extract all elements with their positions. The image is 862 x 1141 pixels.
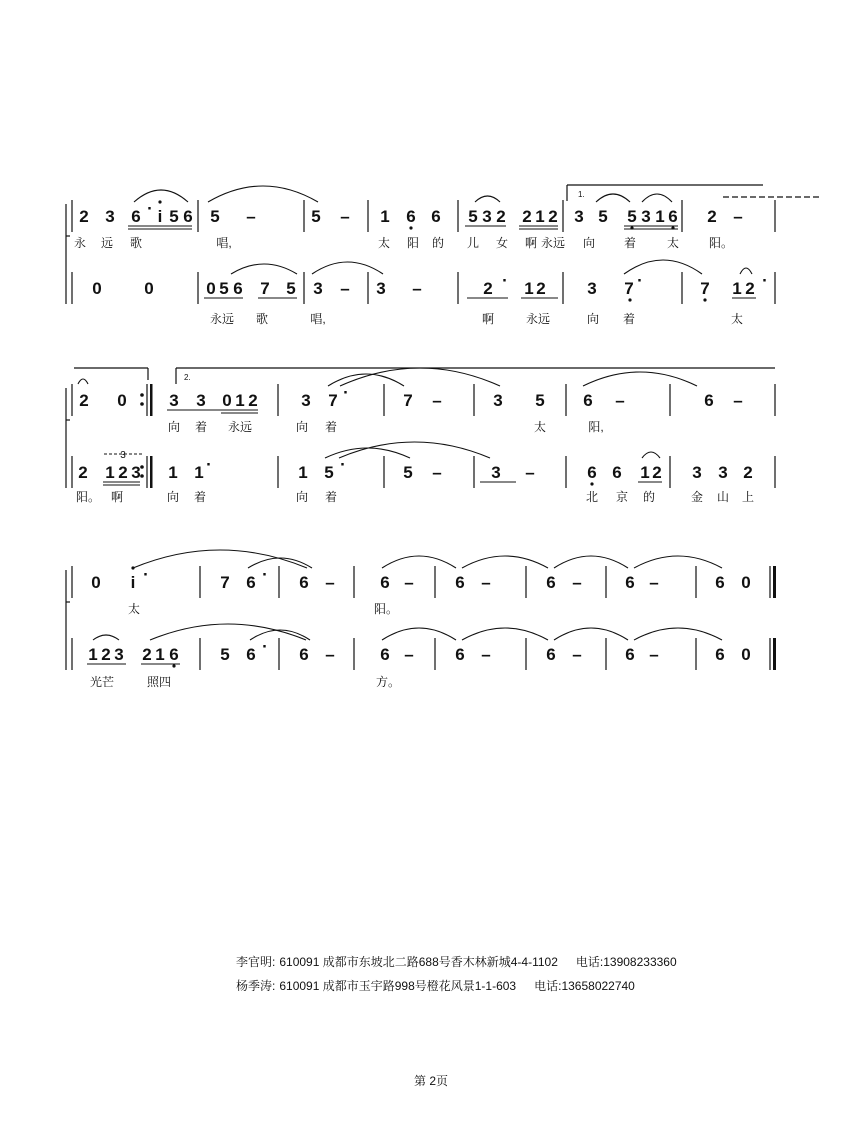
lyric-syllable: 永远 [525, 312, 551, 326]
note: 6 [246, 573, 256, 592]
barline-final-thick [773, 638, 776, 670]
note: i [157, 207, 163, 226]
note: 5 [403, 463, 413, 482]
lyric-syllable: 上 [741, 490, 755, 504]
octave-dot [172, 664, 175, 667]
tie-slur [134, 190, 188, 202]
lyric-syllable: 啊 [524, 236, 538, 250]
lyric-syllable: 山 [716, 490, 730, 504]
note: 5 [219, 279, 229, 298]
tie-slur [150, 624, 306, 640]
sustain-dash: – [481, 573, 491, 592]
octave-dot [671, 226, 674, 229]
lyric-syllable: 啊 [110, 490, 124, 504]
sustain-dash: – [432, 391, 442, 410]
tie-slur [231, 264, 297, 274]
lyric-syllable: 向 [166, 490, 180, 504]
note: 2 [536, 279, 546, 298]
tie-slur [462, 556, 548, 568]
note: 1 [655, 207, 665, 226]
lyric-syllable: 太 [127, 602, 141, 616]
note: 0 [741, 573, 751, 592]
note: 2 [548, 207, 558, 226]
note: 3 [482, 207, 492, 226]
note: 6 [587, 463, 597, 482]
note: 3 [692, 463, 702, 482]
tie-slur [634, 628, 722, 640]
octave-dot [628, 298, 631, 301]
tie-slur [78, 379, 88, 384]
note: 0 [117, 391, 127, 410]
note: 7 [220, 573, 230, 592]
note: 5 [210, 207, 220, 226]
lyric-syllable: 唱, [216, 236, 232, 250]
sustain-dash: – [649, 645, 659, 664]
sustain-dash: – [481, 645, 491, 664]
lyric-syllable: 京 [615, 490, 629, 504]
note: 5 [535, 391, 545, 410]
tie-slur [339, 442, 490, 458]
footer-phone-2: 电话:13658022740 [534, 979, 635, 993]
octave-dot [131, 566, 134, 569]
triplet-number: 3 [120, 450, 126, 461]
footer-address-1: 610091 成都市东坡北二路688号香木林新城4-4-1102 [279, 955, 558, 969]
augmentation-dot: · [340, 455, 346, 474]
lyric-syllable: 向 [295, 490, 309, 504]
sustain-dash: – [412, 279, 422, 298]
lyric-syllable: 向 [167, 420, 181, 434]
lyric-syllable: 永 [73, 236, 87, 250]
augmentation-dot: · [147, 199, 153, 218]
note: 1 [298, 463, 308, 482]
note: 6 [169, 645, 179, 664]
lyric-syllable: 着 [623, 236, 637, 250]
note: 2 [78, 463, 88, 482]
lyric-syllable: 永远 [227, 420, 253, 434]
note: 6 [246, 645, 256, 664]
footer-line-1 [236, 950, 677, 974]
tie-slur [624, 260, 702, 274]
tie-slur [554, 628, 628, 640]
note: 3 [493, 391, 503, 410]
lyric-syllable: 儿 [466, 236, 480, 250]
note: 6 [455, 645, 465, 664]
note: 0 [222, 391, 232, 410]
lyric-syllable: 太 [666, 236, 680, 250]
repeat-dot [140, 402, 144, 406]
note: 1 [380, 207, 390, 226]
note: 0 [92, 279, 102, 298]
octave-dot [158, 200, 161, 203]
augmentation-dot: · [502, 271, 508, 290]
lyric-syllable: 照四 [146, 675, 172, 689]
tie-slur [312, 262, 383, 274]
note: 2 [743, 463, 753, 482]
lyric-syllable: 着 [324, 490, 338, 504]
tie-slur [596, 194, 630, 202]
sustain-dash: – [525, 463, 535, 482]
note: 2 [745, 279, 755, 298]
lyric-syllable: 金 [690, 490, 704, 504]
tie-slur [642, 452, 660, 458]
augmentation-dot: · [762, 271, 768, 290]
octave-dot [590, 482, 593, 485]
note: 6 [233, 279, 243, 298]
note: 7 [624, 279, 634, 298]
note: 6 [406, 207, 416, 226]
note: 3 [301, 391, 311, 410]
note: 3 [376, 279, 386, 298]
note: 3 [105, 207, 115, 226]
note: 5 [311, 207, 321, 226]
note: 7 [700, 279, 710, 298]
note: 0 [741, 645, 751, 664]
note: 3 [196, 391, 206, 410]
note: 1 [535, 207, 545, 226]
note: 2 [79, 391, 89, 410]
lyric-syllable: 北 [585, 490, 599, 504]
note: 1 [88, 645, 98, 664]
lyric-syllable: 歌 [255, 312, 269, 326]
note: 6 [380, 573, 390, 592]
sustain-dash: – [404, 645, 414, 664]
augmentation-dot: · [206, 455, 212, 474]
lyric-syllable: 的 [642, 490, 656, 504]
note: 2 [118, 463, 128, 482]
augmentation-dot: · [343, 383, 349, 402]
note: 2 [496, 207, 506, 226]
note: 1 [524, 279, 534, 298]
note: 7 [328, 391, 338, 410]
octave-dot [703, 298, 706, 301]
note: 6 [380, 645, 390, 664]
repeat-dot [140, 465, 144, 469]
lyric-syllable: 歌 [129, 236, 143, 250]
note: 3 [313, 279, 323, 298]
note: 5 [220, 645, 230, 664]
tie-slur [475, 196, 500, 202]
augmentation-dot: · [143, 565, 149, 584]
note: 5 [324, 463, 334, 482]
note: 1 [155, 645, 165, 664]
tie-slur [340, 368, 500, 386]
note: 2 [248, 391, 258, 410]
tie-slur [93, 635, 119, 640]
sustain-dash: – [572, 573, 582, 592]
tie-slur [382, 628, 456, 640]
note: 6 [299, 645, 309, 664]
sustain-dash: – [733, 207, 743, 226]
lyric-syllable: 永远 [209, 312, 235, 326]
note: 5 [598, 207, 608, 226]
sustain-dash: – [615, 391, 625, 410]
barline-final-thick [773, 566, 776, 598]
sustain-dash: – [340, 207, 350, 226]
note: 1 [168, 463, 178, 482]
augmentation-dot: · [262, 565, 268, 584]
barline-repeat-thick [150, 384, 153, 416]
footer-line-2 [236, 974, 677, 998]
tie-slur [325, 448, 410, 458]
note: 0 [144, 279, 154, 298]
tie-slur [642, 194, 672, 202]
note: 6 [625, 573, 635, 592]
sustain-dash: – [325, 645, 335, 664]
note: 0 [91, 573, 101, 592]
footer [236, 950, 677, 998]
note: 3 [169, 391, 179, 410]
tie-slur [583, 372, 697, 386]
footer-name-1: 李官明: [236, 955, 276, 969]
lyric-syllable: 向 [586, 312, 600, 326]
note: 5 [627, 207, 637, 226]
lyric-syllable: 啊 [481, 312, 495, 326]
tie-slur [462, 628, 548, 640]
note: 1 [105, 463, 115, 482]
sustain-dash: – [246, 207, 256, 226]
note: 0 [206, 279, 216, 298]
note: 3 [641, 207, 651, 226]
note: 6 [668, 207, 678, 226]
page-number: 第 2页 [413, 1074, 448, 1088]
sustain-dash: – [404, 573, 414, 592]
note: 6 [715, 645, 725, 664]
lyric-syllable: 太 [533, 420, 547, 434]
lyric-syllable: 太 [377, 236, 391, 250]
lyric-syllable: 远 [100, 236, 114, 250]
note: 2 [79, 207, 89, 226]
lyric-syllable: 向 [295, 420, 309, 434]
sustain-dash: – [340, 279, 350, 298]
note: 2 [483, 279, 493, 298]
lyric-syllable: 方。 [375, 675, 401, 689]
sustain-dash: – [733, 391, 743, 410]
lyric-syllable: 阳 [406, 236, 420, 250]
note: 6 [455, 573, 465, 592]
note: 6 [625, 645, 635, 664]
sustain-dash: – [649, 573, 659, 592]
lyric-syllable: 阳。 [373, 602, 399, 616]
octave-dot [630, 226, 633, 229]
sustain-dash: – [432, 463, 442, 482]
octave-dot [409, 226, 412, 229]
note: 2 [522, 207, 532, 226]
note: 5 [169, 207, 179, 226]
note: 6 [612, 463, 622, 482]
lyric-syllable: 光芒 [89, 675, 115, 689]
note: 2 [652, 463, 662, 482]
note: 3 [718, 463, 728, 482]
augmentation-dot: · [637, 271, 643, 290]
lyric-syllable: 永远 [540, 236, 566, 250]
footer-phone-1: 电话:13908233360 [575, 955, 677, 969]
lyric-syllable: 的 [431, 236, 445, 250]
note: 2 [707, 207, 717, 226]
repeat-dot [140, 393, 144, 397]
tie-slur [634, 556, 722, 568]
note: 6 [431, 207, 441, 226]
note: 3 [574, 207, 584, 226]
note: 6 [704, 391, 714, 410]
lyric-syllable: 着 [194, 420, 208, 434]
note: 2 [101, 645, 111, 664]
note: 6 [583, 391, 593, 410]
ending-label: 1. [578, 190, 585, 199]
note: 3 [114, 645, 124, 664]
sustain-dash: – [572, 645, 582, 664]
tie-slur [382, 556, 456, 568]
note: 5 [286, 279, 296, 298]
note: 6 [183, 207, 193, 226]
lyric-syllable: 唱, [310, 312, 326, 326]
note: 6 [715, 573, 725, 592]
note: 6 [299, 573, 309, 592]
lyric-syllable: 着 [324, 420, 338, 434]
lyric-syllable: 着 [193, 490, 207, 504]
lyric-syllable: 阳。 [75, 490, 101, 504]
lyric-syllable: 女 [495, 236, 509, 250]
lyric-syllable: 阳, [588, 420, 604, 434]
note: 5 [468, 207, 478, 226]
barline-repeat-thick [150, 456, 153, 488]
note: 3 [131, 463, 141, 482]
note: 7 [260, 279, 270, 298]
note: 6 [546, 645, 556, 664]
ending-label: 2. [184, 373, 191, 382]
note: 1 [732, 279, 742, 298]
note: 6 [131, 207, 141, 226]
tie-slur [208, 186, 318, 202]
footer-address-2: 610091 成都市玉宇路998号橙花风景1-1-603 [279, 979, 517, 993]
lyric-syllable: 太 [730, 312, 744, 326]
lyric-syllable: 着 [622, 312, 636, 326]
lyric-syllable: 向 [582, 236, 596, 250]
note: 1 [194, 463, 204, 482]
note: 1 [640, 463, 650, 482]
note: 1 [235, 391, 245, 410]
footer-name-2: 杨季涛: [236, 979, 276, 993]
tie-slur [554, 556, 628, 568]
sustain-dash: – [325, 573, 335, 592]
note: 2 [142, 645, 152, 664]
tie-slur [740, 268, 752, 274]
note: 3 [587, 279, 597, 298]
note: 7 [403, 391, 413, 410]
augmentation-dot: · [262, 637, 268, 656]
note: 6 [546, 573, 556, 592]
lyric-syllable: 阳。 [708, 236, 734, 250]
tie-slur [133, 550, 307, 568]
repeat-dot [140, 474, 144, 478]
note: 3 [491, 463, 501, 482]
note: i [130, 573, 136, 592]
